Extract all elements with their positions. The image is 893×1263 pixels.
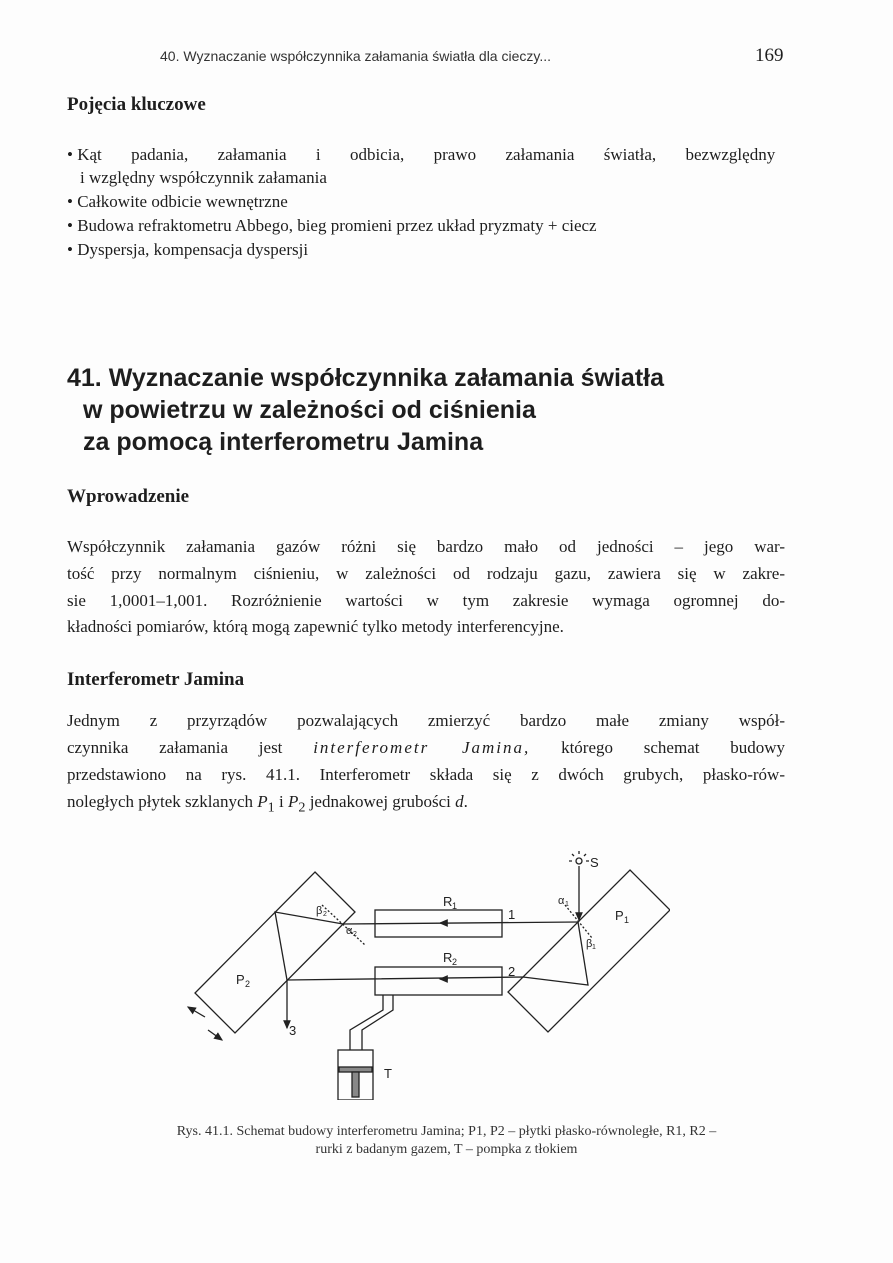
jamin-heading: Interferometr Jamina: [67, 669, 245, 690]
jamin-line-3: przedstawiono na rys. 41.1. Interferometr składa się z dwóch grubych, płasko-rów-: [67, 765, 785, 784]
bullet-icon: •: [67, 145, 73, 164]
tube-r2: [375, 967, 502, 995]
intro-heading: Wprowadzenie: [67, 486, 190, 507]
label-r1: R: [443, 894, 453, 909]
plate-p1: [508, 870, 670, 1032]
label-p1: P: [615, 908, 624, 923]
bullet-3: • Budowa refraktometru Abbego, bieg promieni przez układ pryzmaty + ciecz: [67, 216, 597, 235]
chapter-title-line-1: 41. Wyznaczanie współczynnika załamania światła: [67, 364, 665, 392]
label-beta2-sub: 2: [323, 911, 327, 918]
figure-caption-line-1: Rys. 41.1. Schemat budowy interferometru Jamina; P1, P2 – płytki płasko-równoległe, R1, R2 –: [176, 1124, 717, 1139]
bullet-4: • Dyspersja, kompensacja dyspersji: [67, 240, 309, 259]
label-beam-2: 2: [508, 964, 516, 979]
plate-p2: [195, 872, 355, 1033]
label-alpha1-sub: 1: [565, 901, 569, 908]
bullet-icon: •: [67, 192, 73, 211]
bullet-icon: •: [67, 240, 73, 259]
bullet-2: • Całkowite odbicie wewnętrzne: [67, 192, 288, 211]
label-beam-3: 3: [289, 1023, 297, 1038]
label-r2: R: [443, 950, 453, 965]
jamin-line-1: Jednym z przyrządów pozwalających zmierzyć bardzo małe zmiany współ-: [67, 711, 785, 730]
adjust-arrows-icon: [188, 1007, 222, 1040]
label-beta1: β: [586, 938, 593, 950]
label-s: S: [590, 855, 599, 870]
label-alpha2-sub: 2: [353, 931, 357, 938]
intro-line-4: kładności pomiarów, którą mogą zapewnić tylko metody interferencyjne.: [67, 617, 564, 636]
chapter-title-line-3: za pomocą interferometru Jamina: [83, 428, 484, 456]
label-r2-sub: 2: [452, 957, 458, 967]
light-beams: [275, 866, 592, 1028]
jamin-line-4: noległych płytek szklanych $P_1$ i $P_2$ jednakowej grubości d.: [67, 792, 468, 816]
label-beta1-sub: 1: [592, 944, 596, 951]
label-beam-1: 1: [508, 907, 516, 922]
jamin-interferometer-diagram: [170, 850, 670, 1100]
figure-caption-line-2: rurki z badanym gazem, T – pompka z tłokiem: [315, 1142, 578, 1157]
label-alpha1: α: [558, 895, 565, 907]
label-p2-sub: 2: [245, 979, 251, 989]
source-icon: [569, 851, 589, 864]
jamin-line-2: czynnika załamania jest interferometr Jamina, którego schemat budowy: [67, 738, 786, 757]
label-p1-sub: 1: [624, 915, 630, 925]
page-number: 169: [755, 45, 784, 66]
label-t: T: [384, 1066, 392, 1081]
intro-line-1: Współczynnik załamania gazów różni się bardzo mało od jedności – jego war-: [67, 537, 785, 556]
bullet-icon: •: [67, 216, 73, 235]
label-alpha2: α: [346, 925, 353, 937]
key-concepts-heading: Pojęcia kluczowe: [67, 94, 206, 115]
chapter-title-line-2: w powietrzu w zależności od ciśnienia: [83, 396, 536, 424]
running-header: 40. Wyznaczanie współczynnika załamania światła dla cieczy...: [160, 48, 552, 64]
bullet-1: • Kąt padania, załamania i odbicia, prawo załamania światła, bezwzględny: [67, 145, 776, 164]
label-r1-sub: 1: [452, 901, 458, 911]
bullet-1-cont: i względny współczynnik załamania: [80, 168, 327, 187]
intro-line-2: tość przy normalnym ciśnieniu, w zależności od rodzaju gazu, zawiera się w zakre-: [67, 564, 785, 583]
label-beta2: β: [316, 905, 323, 917]
label-p2: P: [236, 972, 245, 987]
intro-line-3: sie 1,0001–1,001. Rozróżnienie wartości w tym zakresie wymaga ogromnej do-: [67, 591, 785, 610]
pump-assembly: [338, 995, 393, 1100]
